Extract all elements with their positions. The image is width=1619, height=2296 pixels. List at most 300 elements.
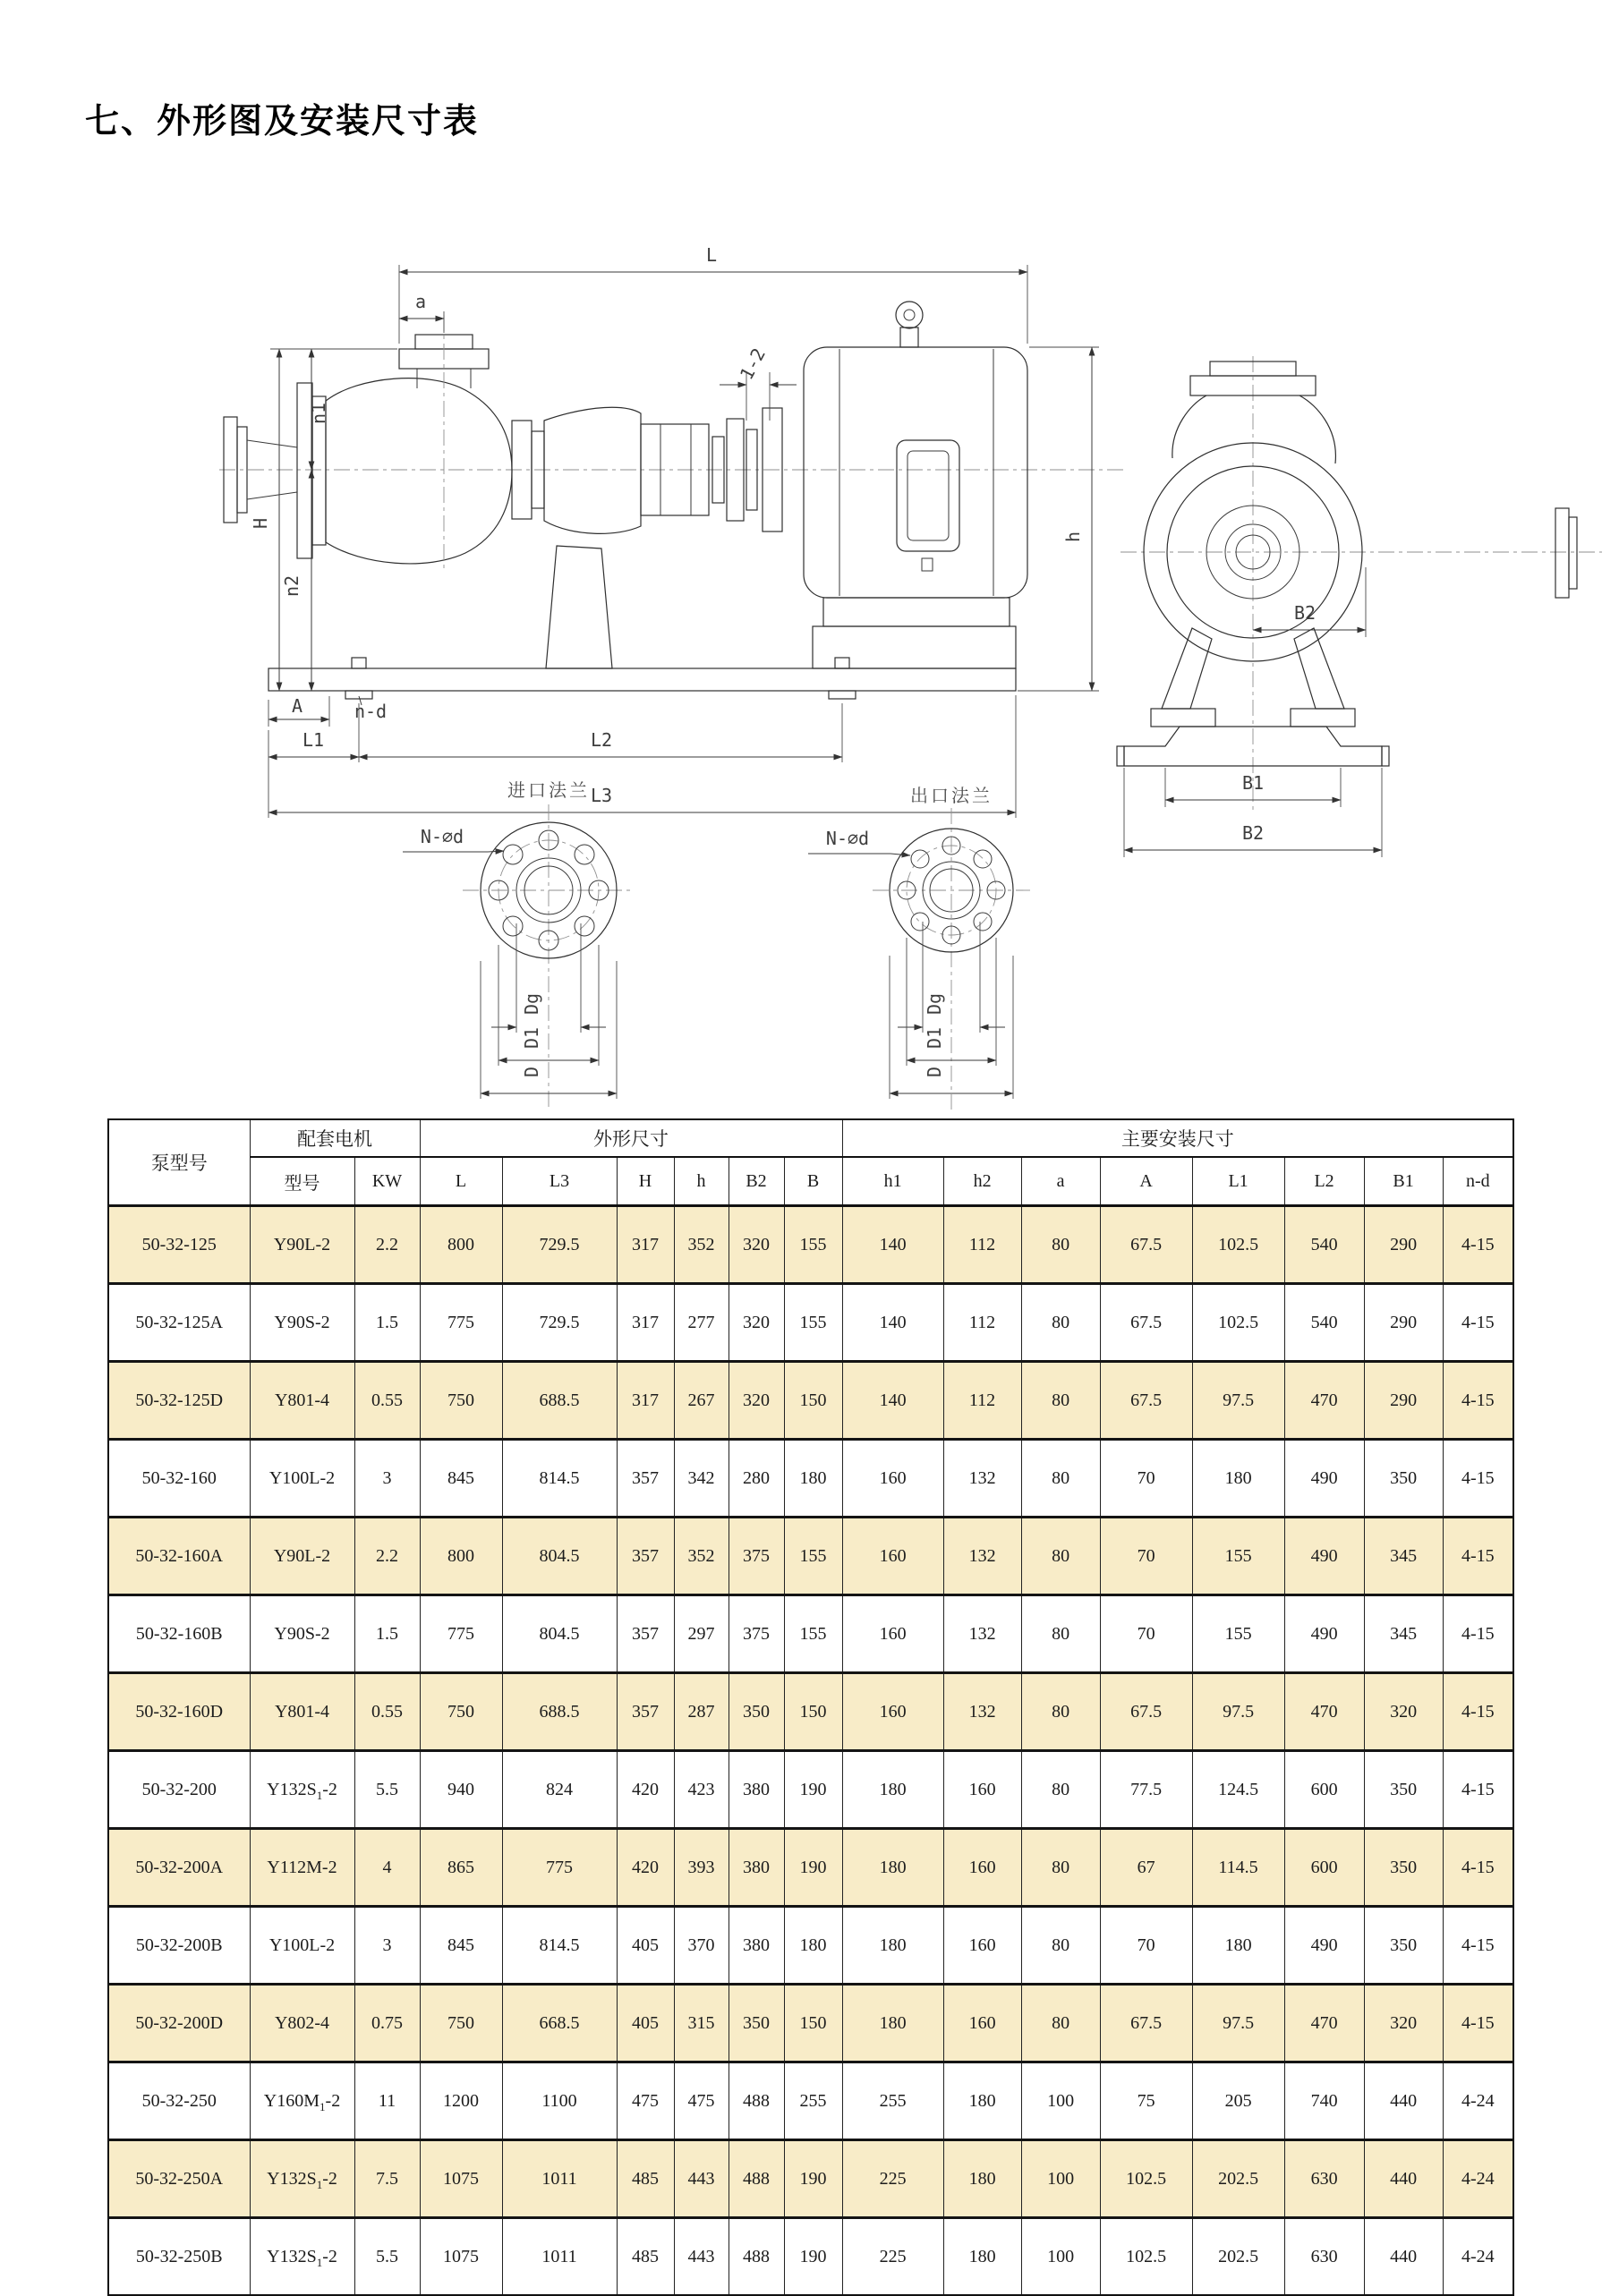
value-cell: 132 bbox=[943, 1518, 1021, 1595]
value-cell: 180 bbox=[943, 2218, 1021, 2296]
header-n-d: n-d bbox=[1443, 1157, 1513, 1206]
header-L: L bbox=[420, 1157, 502, 1206]
table-body bbox=[108, 1206, 1513, 2296]
dim-label-n-d: n-d bbox=[354, 701, 388, 722]
value-cell: 405 bbox=[617, 1985, 674, 2062]
value-cell: 112 bbox=[943, 1284, 1021, 1362]
value-cell: 180 bbox=[1192, 1440, 1284, 1518]
value-cell: 0.55 bbox=[354, 1673, 420, 1751]
pump-model-cell: 50-32-200A bbox=[108, 1829, 250, 1907]
header-kw: KW bbox=[354, 1157, 420, 1206]
value-cell: 2.2 bbox=[354, 1206, 420, 1284]
pump-model-cell: 50-32-200 bbox=[108, 1751, 250, 1829]
value-cell: 775 bbox=[420, 1595, 502, 1673]
value-cell: 180 bbox=[1192, 1907, 1284, 1985]
value-cell: 350 bbox=[1364, 1440, 1443, 1518]
value-cell: 804.5 bbox=[502, 1595, 617, 1673]
header-a: a bbox=[1021, 1157, 1100, 1206]
value-cell: 160 bbox=[842, 1518, 943, 1595]
header-L1: L1 bbox=[1192, 1157, 1284, 1206]
value-cell: 490 bbox=[1284, 1907, 1364, 1985]
value-cell: 280 bbox=[729, 1440, 784, 1518]
value-cell: 357 bbox=[617, 1518, 674, 1595]
value-cell: 490 bbox=[1284, 1518, 1364, 1595]
value-cell: 202.5 bbox=[1192, 2140, 1284, 2218]
pump-outline-drawing bbox=[0, 0, 1619, 1118]
value-cell: 67 bbox=[1100, 1829, 1192, 1907]
value-cell: 155 bbox=[784, 1206, 842, 1284]
value-cell: 180 bbox=[943, 2140, 1021, 2218]
value-cell: 600 bbox=[1284, 1829, 1364, 1907]
header-L2: L2 bbox=[1284, 1157, 1364, 1206]
value-cell: 70 bbox=[1100, 1595, 1192, 1673]
value-cell: 375 bbox=[729, 1595, 784, 1673]
value-cell: 393 bbox=[674, 1829, 729, 1907]
value-cell: 290 bbox=[1364, 1362, 1443, 1440]
value-cell: 3 bbox=[354, 1440, 420, 1518]
dim-label-L1: L1 bbox=[302, 729, 325, 751]
value-cell: 357 bbox=[617, 1440, 674, 1518]
value-cell: 297 bbox=[674, 1595, 729, 1673]
value-cell: 729.5 bbox=[502, 1206, 617, 1284]
value-cell: 740 bbox=[1284, 2062, 1364, 2140]
value-cell: 132 bbox=[943, 1440, 1021, 1518]
value-cell: 112 bbox=[943, 1206, 1021, 1284]
table-row bbox=[108, 1751, 1513, 1829]
value-cell: 7.5 bbox=[354, 2140, 420, 2218]
motor-model-cell: Y90S-2 bbox=[250, 1284, 354, 1362]
value-cell: 4-24 bbox=[1443, 2140, 1513, 2218]
value-cell: 320 bbox=[1364, 1985, 1443, 2062]
pump-model-cell: 50-32-160D bbox=[108, 1673, 250, 1751]
value-cell: 97.5 bbox=[1192, 1362, 1284, 1440]
value-cell: 0.55 bbox=[354, 1362, 420, 1440]
value-cell: 688.5 bbox=[502, 1362, 617, 1440]
value-cell: 470 bbox=[1284, 1985, 1364, 2062]
value-cell: 420 bbox=[617, 1829, 674, 1907]
value-cell: 488 bbox=[729, 2062, 784, 2140]
inlet-dim-Dg: Dg bbox=[521, 992, 542, 1016]
value-cell: 1011 bbox=[502, 2140, 617, 2218]
value-cell: 267 bbox=[674, 1362, 729, 1440]
motor-model-cell: Y802-4 bbox=[250, 1985, 354, 2062]
value-cell: 350 bbox=[1364, 1751, 1443, 1829]
page-title: 七、外形图及安装尺寸表 bbox=[85, 103, 480, 140]
value-cell: 112 bbox=[943, 1362, 1021, 1440]
value-cell: 1100 bbox=[502, 2062, 617, 2140]
value-cell: 380 bbox=[729, 1829, 784, 1907]
value-cell: 845 bbox=[420, 1907, 502, 1985]
value-cell: 357 bbox=[617, 1673, 674, 1751]
value-cell: 320 bbox=[729, 1284, 784, 1362]
value-cell: 600 bbox=[1284, 1751, 1364, 1829]
value-cell: 470 bbox=[1284, 1673, 1364, 1751]
dim-label-n2: n2 bbox=[281, 574, 302, 598]
value-cell: 160 bbox=[943, 1985, 1021, 2062]
value-cell: 1075 bbox=[420, 2218, 502, 2296]
value-cell: 488 bbox=[729, 2140, 784, 2218]
value-cell: 190 bbox=[784, 2218, 842, 2296]
value-cell: 317 bbox=[617, 1284, 674, 1362]
value-cell: 80 bbox=[1021, 1985, 1100, 2062]
outlet-dim-Dg: Dg bbox=[924, 992, 945, 1016]
value-cell: 315 bbox=[674, 1985, 729, 2062]
value-cell: 180 bbox=[784, 1907, 842, 1985]
value-cell: 255 bbox=[842, 2062, 943, 2140]
value-cell: 180 bbox=[842, 1907, 943, 1985]
value-cell: 80 bbox=[1021, 1284, 1100, 1362]
value-cell: 80 bbox=[1021, 1440, 1100, 1518]
value-cell: 77.5 bbox=[1100, 1751, 1192, 1829]
value-cell: 67.5 bbox=[1100, 1985, 1192, 2062]
dim-label-h: h bbox=[1062, 531, 1084, 543]
value-cell: 80 bbox=[1021, 1673, 1100, 1751]
table-row bbox=[108, 1362, 1513, 1440]
value-cell: 345 bbox=[1364, 1595, 1443, 1673]
value-cell: 140 bbox=[842, 1206, 943, 1284]
pump-model-cell: 50-32-125 bbox=[108, 1206, 250, 1284]
value-cell: 11 bbox=[354, 2062, 420, 2140]
header-pump-model: 泵型号 bbox=[108, 1119, 250, 1206]
value-cell: 485 bbox=[617, 2218, 674, 2296]
value-cell: 1011 bbox=[502, 2218, 617, 2296]
value-cell: 750 bbox=[420, 1673, 502, 1751]
motor-model-cell: $Y132S_1-2$ bbox=[250, 1751, 354, 1829]
value-cell: 540 bbox=[1284, 1206, 1364, 1284]
lifting-eye bbox=[896, 302, 923, 328]
motor-model-cell: Y90S-2 bbox=[250, 1595, 354, 1673]
header-outline-group: 外形尺寸 bbox=[420, 1119, 842, 1157]
value-cell: 0.75 bbox=[354, 1985, 420, 2062]
value-cell: 630 bbox=[1284, 2140, 1364, 2218]
value-cell: 180 bbox=[943, 2062, 1021, 2140]
value-cell: 80 bbox=[1021, 1829, 1100, 1907]
value-cell: 190 bbox=[784, 1829, 842, 1907]
value-cell: 155 bbox=[784, 1284, 842, 1362]
value-cell: 814.5 bbox=[502, 1440, 617, 1518]
header-h2: h2 bbox=[943, 1157, 1021, 1206]
value-cell: 3 bbox=[354, 1907, 420, 1985]
dim-label-L2: L2 bbox=[590, 729, 613, 751]
value-cell: 180 bbox=[842, 1985, 943, 2062]
value-cell: 320 bbox=[729, 1206, 784, 1284]
outlet-flange-title: 出口法兰 bbox=[910, 785, 993, 806]
value-cell: 75 bbox=[1100, 2062, 1192, 2140]
inlet-flange-detail bbox=[403, 779, 635, 1110]
value-cell: 1200 bbox=[420, 2062, 502, 2140]
header-B2: B2 bbox=[729, 1157, 784, 1206]
value-cell: 824 bbox=[502, 1751, 617, 1829]
value-cell: 160 bbox=[943, 1751, 1021, 1829]
value-cell: 80 bbox=[1021, 1518, 1100, 1595]
dim-label-n1: n1 bbox=[308, 402, 329, 425]
value-cell: 380 bbox=[729, 1907, 784, 1985]
value-cell: 380 bbox=[729, 1751, 784, 1829]
dim-label-a: a bbox=[414, 291, 427, 312]
table-row bbox=[108, 1440, 1513, 1518]
value-cell: 102.5 bbox=[1100, 2218, 1192, 2296]
value-cell: 750 bbox=[420, 1362, 502, 1440]
value-cell: 205 bbox=[1192, 2062, 1284, 2140]
value-cell: 357 bbox=[617, 1595, 674, 1673]
pump-model-cell: 50-32-125D bbox=[108, 1362, 250, 1440]
motor-model-cell: Y100L-2 bbox=[250, 1907, 354, 1985]
value-cell: 70 bbox=[1100, 1907, 1192, 1985]
value-cell: 4-15 bbox=[1443, 1362, 1513, 1440]
dim-label-B2-base: B2 bbox=[1241, 822, 1265, 844]
value-cell: 1075 bbox=[420, 2140, 502, 2218]
value-cell: 4-15 bbox=[1443, 1206, 1513, 1284]
value-cell: 132 bbox=[943, 1595, 1021, 1673]
header-motor-model: 型号 bbox=[250, 1157, 354, 1206]
value-cell: 1.5 bbox=[354, 1595, 420, 1673]
value-cell: 102.5 bbox=[1100, 2140, 1192, 2218]
inlet-flange-title: 进口法兰 bbox=[507, 779, 590, 801]
pump-model-cell: 50-32-125A bbox=[108, 1284, 250, 1362]
pump-model-cell: 50-32-160B bbox=[108, 1595, 250, 1673]
value-cell: 80 bbox=[1021, 1206, 1100, 1284]
value-cell: 320 bbox=[729, 1362, 784, 1440]
value-cell: 540 bbox=[1284, 1284, 1364, 1362]
inlet-bolt-note: N-∅d bbox=[420, 826, 464, 847]
value-cell: 155 bbox=[784, 1595, 842, 1673]
value-cell: 800 bbox=[420, 1518, 502, 1595]
value-cell: 180 bbox=[842, 1829, 943, 1907]
baseplate bbox=[268, 668, 1016, 691]
table-row bbox=[108, 2140, 1513, 2218]
value-cell: 100 bbox=[1021, 2140, 1100, 2218]
value-cell: 102.5 bbox=[1192, 1284, 1284, 1362]
motor-model-cell: $Y132S_1-2$ bbox=[250, 2140, 354, 2218]
pump-model-cell: 50-32-250 bbox=[108, 2062, 250, 2140]
value-cell: 100 bbox=[1021, 2062, 1100, 2140]
value-cell: 4-15 bbox=[1443, 1985, 1513, 2062]
dim-label-A: A bbox=[291, 695, 303, 717]
value-cell: 4-15 bbox=[1443, 1518, 1513, 1595]
value-cell: 67.5 bbox=[1100, 1206, 1192, 1284]
value-cell: 775 bbox=[420, 1284, 502, 1362]
value-cell: 4-24 bbox=[1443, 2218, 1513, 2296]
value-cell: 70 bbox=[1100, 1440, 1192, 1518]
outlet-bolt-note: N-∅d bbox=[825, 828, 870, 849]
value-cell: 440 bbox=[1364, 2062, 1443, 2140]
header-h: h bbox=[674, 1157, 729, 1206]
value-cell: 488 bbox=[729, 2218, 784, 2296]
value-cell: 350 bbox=[1364, 1907, 1443, 1985]
table-row bbox=[108, 1829, 1513, 1907]
header-L3: L3 bbox=[502, 1157, 617, 1206]
dim-label-L3: L3 bbox=[590, 785, 613, 806]
motor-model-cell: $Y160M_1-2$ bbox=[250, 2062, 354, 2140]
value-cell: 350 bbox=[729, 1673, 784, 1751]
header-motor-group: 配套电机 bbox=[250, 1119, 420, 1157]
motor-model-cell: $Y132S_1-2$ bbox=[250, 2218, 354, 2296]
value-cell: 1.5 bbox=[354, 1284, 420, 1362]
value-cell: 804.5 bbox=[502, 1518, 617, 1595]
value-cell: 350 bbox=[729, 1985, 784, 2062]
value-cell: 190 bbox=[784, 2140, 842, 2218]
value-cell: 443 bbox=[674, 2218, 729, 2296]
table-row bbox=[108, 1284, 1513, 1362]
inlet-dim-D1: D1 bbox=[521, 1026, 542, 1050]
motor-model-cell: Y100L-2 bbox=[250, 1440, 354, 1518]
value-cell: 225 bbox=[842, 2140, 943, 2218]
value-cell: 102.5 bbox=[1192, 1206, 1284, 1284]
table-row bbox=[108, 1206, 1513, 1284]
value-cell: 180 bbox=[784, 1440, 842, 1518]
value-cell: 440 bbox=[1364, 2140, 1443, 2218]
value-cell: 470 bbox=[1284, 1362, 1364, 1440]
dim-label-B2-inner: B2 bbox=[1293, 602, 1317, 624]
value-cell: 202.5 bbox=[1192, 2218, 1284, 2296]
value-cell: 4-15 bbox=[1443, 1829, 1513, 1907]
header-A: A bbox=[1100, 1157, 1192, 1206]
value-cell: 485 bbox=[617, 2140, 674, 2218]
end-view bbox=[1117, 356, 1602, 857]
value-cell: 350 bbox=[1364, 1829, 1443, 1907]
value-cell: 490 bbox=[1284, 1595, 1364, 1673]
value-cell: 97.5 bbox=[1192, 1673, 1284, 1751]
value-cell: 405 bbox=[617, 1907, 674, 1985]
value-cell: 370 bbox=[674, 1907, 729, 1985]
value-cell: 67.5 bbox=[1100, 1362, 1192, 1440]
value-cell: 5.5 bbox=[354, 1751, 420, 1829]
table-row bbox=[108, 1673, 1513, 1751]
value-cell: 80 bbox=[1021, 1751, 1100, 1829]
table-row bbox=[108, 2062, 1513, 2140]
value-cell: 4-24 bbox=[1443, 2062, 1513, 2140]
value-cell: 320 bbox=[1364, 1673, 1443, 1751]
value-cell: 352 bbox=[674, 1206, 729, 1284]
value-cell: 124.5 bbox=[1192, 1751, 1284, 1829]
side-view bbox=[219, 244, 1126, 818]
pump-model-cell: 50-32-250A bbox=[108, 2140, 250, 2218]
dim-label-H: H bbox=[250, 517, 271, 530]
pump-model-cell: 50-32-200B bbox=[108, 1907, 250, 1985]
outlet-dim-D1: D1 bbox=[924, 1026, 945, 1050]
value-cell: 80 bbox=[1021, 1907, 1100, 1985]
value-cell: 443 bbox=[674, 2140, 729, 2218]
header-h1: h1 bbox=[842, 1157, 943, 1206]
value-cell: 345 bbox=[1364, 1518, 1443, 1595]
value-cell: 70 bbox=[1100, 1518, 1192, 1595]
value-cell: 317 bbox=[617, 1206, 674, 1284]
value-cell: 420 bbox=[617, 1751, 674, 1829]
value-cell: 160 bbox=[842, 1673, 943, 1751]
motor-model-cell: Y90L-2 bbox=[250, 1518, 354, 1595]
motor-model-cell: Y112M-2 bbox=[250, 1829, 354, 1907]
dim-label-B1: B1 bbox=[1241, 772, 1265, 794]
value-cell: 4-15 bbox=[1443, 1907, 1513, 1985]
header-B: B bbox=[784, 1157, 842, 1206]
value-cell: 688.5 bbox=[502, 1673, 617, 1751]
value-cell: 132 bbox=[943, 1673, 1021, 1751]
value-cell: 160 bbox=[842, 1440, 943, 1518]
value-cell: 225 bbox=[842, 2218, 943, 2296]
value-cell: 475 bbox=[617, 2062, 674, 2140]
value-cell: 4 bbox=[354, 1829, 420, 1907]
value-cell: 287 bbox=[674, 1673, 729, 1751]
outlet-dim-D: D bbox=[924, 1066, 945, 1078]
value-cell: 97.5 bbox=[1192, 1985, 1284, 2062]
value-cell: 4-15 bbox=[1443, 1751, 1513, 1829]
motor-model-cell: Y801-4 bbox=[250, 1673, 354, 1751]
inlet-dim-D: D bbox=[521, 1066, 542, 1078]
value-cell: 150 bbox=[784, 1362, 842, 1440]
value-cell: 150 bbox=[784, 1673, 842, 1751]
value-cell: 155 bbox=[784, 1518, 842, 1595]
value-cell: 352 bbox=[674, 1518, 729, 1595]
value-cell: 4-15 bbox=[1443, 1440, 1513, 1518]
value-cell: 800 bbox=[420, 1206, 502, 1284]
value-cell: 4-15 bbox=[1443, 1284, 1513, 1362]
value-cell: 180 bbox=[842, 1751, 943, 1829]
header-B1: B1 bbox=[1364, 1157, 1443, 1206]
value-cell: 255 bbox=[784, 2062, 842, 2140]
value-cell: 630 bbox=[1284, 2218, 1364, 2296]
value-cell: 668.5 bbox=[502, 1985, 617, 2062]
value-cell: 375 bbox=[729, 1518, 784, 1595]
value-cell: 290 bbox=[1364, 1284, 1443, 1362]
value-cell: 750 bbox=[420, 1985, 502, 2062]
pump-model-cell: 50-32-160A bbox=[108, 1518, 250, 1595]
value-cell: 490 bbox=[1284, 1440, 1364, 1518]
pump-model-cell: 50-32-160 bbox=[108, 1440, 250, 1518]
motor-model-cell: Y90L-2 bbox=[250, 1206, 354, 1284]
table-row bbox=[108, 2218, 1513, 2296]
value-cell: 729.5 bbox=[502, 1284, 617, 1362]
value-cell: 140 bbox=[842, 1362, 943, 1440]
value-cell: 67.5 bbox=[1100, 1673, 1192, 1751]
value-cell: 2.2 bbox=[354, 1518, 420, 1595]
value-cell: 277 bbox=[674, 1284, 729, 1362]
value-cell: 845 bbox=[420, 1440, 502, 1518]
value-cell: 80 bbox=[1021, 1595, 1100, 1673]
value-cell: 155 bbox=[1192, 1595, 1284, 1673]
value-cell: 814.5 bbox=[502, 1907, 617, 1985]
value-cell: 100 bbox=[1021, 2218, 1100, 2296]
value-cell: 475 bbox=[674, 2062, 729, 2140]
value-cell: 940 bbox=[420, 1751, 502, 1829]
value-cell: 290 bbox=[1364, 1206, 1443, 1284]
value-cell: 155 bbox=[1192, 1518, 1284, 1595]
dimension-table bbox=[107, 1118, 1514, 2296]
table-row bbox=[108, 1985, 1513, 2062]
dim-label-L: L bbox=[705, 244, 718, 266]
value-cell: 140 bbox=[842, 1284, 943, 1362]
value-cell: 317 bbox=[617, 1362, 674, 1440]
value-cell: 80 bbox=[1021, 1362, 1100, 1440]
dim-label-coupling-gap: 1-2 bbox=[735, 344, 770, 384]
value-cell: 4-15 bbox=[1443, 1673, 1513, 1751]
pump-model-cell: 50-32-200D bbox=[108, 1985, 250, 2062]
header-H: H bbox=[617, 1157, 674, 1206]
value-cell: 423 bbox=[674, 1751, 729, 1829]
header-install-group: 主要安装尺寸 bbox=[842, 1119, 1513, 1157]
value-cell: 160 bbox=[943, 1907, 1021, 1985]
value-cell: 865 bbox=[420, 1829, 502, 1907]
value-cell: 160 bbox=[943, 1829, 1021, 1907]
value-cell: 160 bbox=[842, 1595, 943, 1673]
value-cell: 67.5 bbox=[1100, 1284, 1192, 1362]
value-cell: 114.5 bbox=[1192, 1829, 1284, 1907]
value-cell: 190 bbox=[784, 1751, 842, 1829]
motor-model-cell: Y801-4 bbox=[250, 1362, 354, 1440]
table-row bbox=[108, 1595, 1513, 1673]
outlet-flange-detail bbox=[808, 785, 1030, 1110]
value-cell: 775 bbox=[502, 1829, 617, 1907]
value-cell: 5.5 bbox=[354, 2218, 420, 2296]
